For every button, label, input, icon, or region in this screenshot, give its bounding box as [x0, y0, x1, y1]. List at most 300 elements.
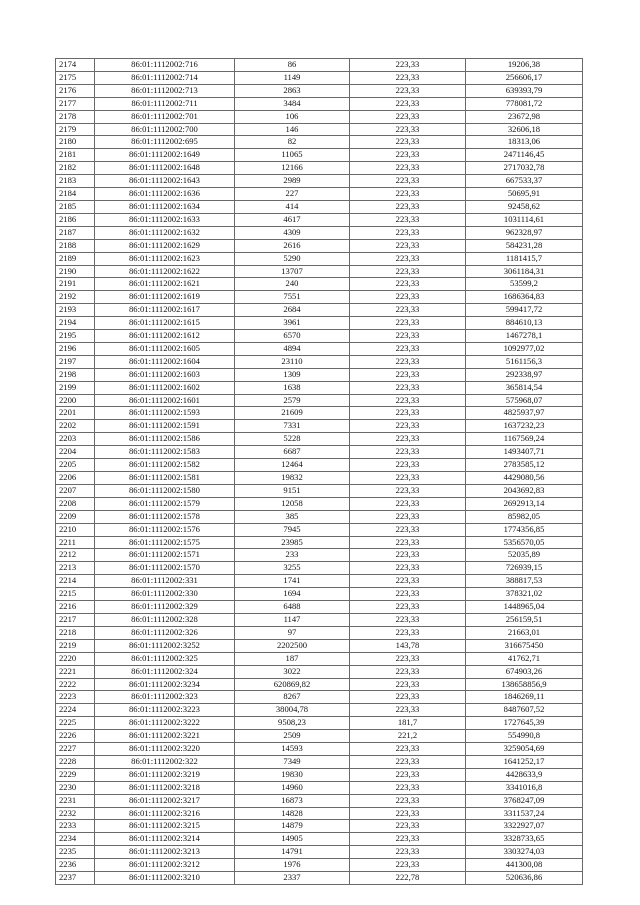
specific-value-cell: 223,33: [350, 665, 466, 678]
area-cell: 2202500: [235, 639, 350, 652]
row-number-cell: 2203: [56, 433, 95, 446]
area-cell: 620869,82: [235, 678, 350, 691]
cadastral-value-cell: 3768247,09: [466, 794, 583, 807]
table-row: [56, 807, 583, 820]
cadastral-value-table: [55, 58, 583, 885]
specific-value-cell: 223,33: [350, 536, 466, 549]
specific-value-cell: 223,33: [350, 278, 466, 291]
specific-value-cell: 223,33: [350, 291, 466, 304]
area-cell: 2509: [235, 730, 350, 743]
specific-value-cell: 223,33: [350, 110, 466, 123]
row-number-cell: 2234: [56, 833, 95, 846]
cadastral-value-cell: 554990,8: [466, 730, 583, 743]
area-cell: 146: [235, 123, 350, 136]
area-cell: 240: [235, 278, 350, 291]
row-number-cell: 2196: [56, 342, 95, 355]
row-number-cell: 2207: [56, 484, 95, 497]
area-cell: 414: [235, 200, 350, 213]
table-row: [56, 317, 583, 330]
table-row: [56, 730, 583, 743]
table-row: [56, 278, 583, 291]
cadastral-value-cell: 3259054,69: [466, 743, 583, 756]
cadastral-number-cell: 86:01:1112002:3212: [95, 859, 235, 872]
area-cell: 8267: [235, 691, 350, 704]
row-number-cell: 2181: [56, 149, 95, 162]
row-number-cell: 2180: [56, 136, 95, 149]
cadastral-number-cell: 86:01:1112002:1619: [95, 291, 235, 304]
cadastral-value-cell: 85982,05: [466, 510, 583, 523]
cadastral-value-cell: 4428633,9: [466, 768, 583, 781]
row-number-cell: 2229: [56, 768, 95, 781]
table-body: [56, 59, 583, 885]
area-cell: 5228: [235, 433, 350, 446]
specific-value-cell: 223,33: [350, 213, 466, 226]
cadastral-value-cell: 3322927,07: [466, 820, 583, 833]
cadastral-number-cell: 86:01:1112002:1617: [95, 304, 235, 317]
cadastral-value-cell: 92458,62: [466, 200, 583, 213]
area-cell: 86: [235, 59, 350, 72]
row-number-cell: 2187: [56, 226, 95, 239]
row-number-cell: 2233: [56, 820, 95, 833]
specific-value-cell: 223,33: [350, 807, 466, 820]
cadastral-value-cell: 1493407,71: [466, 446, 583, 459]
cadastral-number-cell: 86:01:1112002:3252: [95, 639, 235, 652]
cadastral-number-cell: 86:01:1112002:1604: [95, 355, 235, 368]
row-number-cell: 2191: [56, 278, 95, 291]
area-cell: 1147: [235, 613, 350, 626]
table-row: [56, 446, 583, 459]
area-cell: 14879: [235, 820, 350, 833]
table-row: [56, 497, 583, 510]
area-cell: 7551: [235, 291, 350, 304]
area-cell: 6687: [235, 446, 350, 459]
area-cell: 1976: [235, 859, 350, 872]
cadastral-value-cell: 778081,72: [466, 97, 583, 110]
cadastral-number-cell: 86:01:1112002:324: [95, 665, 235, 678]
cadastral-value-cell: 1448965,04: [466, 601, 583, 614]
cadastral-value-cell: 292338,97: [466, 368, 583, 381]
area-cell: 2616: [235, 239, 350, 252]
cadastral-number-cell: 86:01:1112002:1570: [95, 562, 235, 575]
specific-value-cell: 221,2: [350, 730, 466, 743]
specific-value-cell: 223,33: [350, 304, 466, 317]
specific-value-cell: 223,33: [350, 355, 466, 368]
cadastral-value-cell: 726939,15: [466, 562, 583, 575]
row-number-cell: 2194: [56, 317, 95, 330]
area-cell: 233: [235, 549, 350, 562]
specific-value-cell: 223,33: [350, 601, 466, 614]
area-cell: 19830: [235, 768, 350, 781]
table-row: [56, 59, 583, 72]
cadastral-value-cell: 1846269,11: [466, 691, 583, 704]
table-row: [56, 678, 583, 691]
row-number-cell: 2185: [56, 200, 95, 213]
cadastral-value-cell: 884610,13: [466, 317, 583, 330]
table-row: [56, 226, 583, 239]
area-cell: 12464: [235, 459, 350, 472]
row-number-cell: 2205: [56, 459, 95, 472]
row-number-cell: 2174: [56, 59, 95, 72]
row-number-cell: 2212: [56, 549, 95, 562]
table-row: [56, 781, 583, 794]
table-row: [56, 71, 583, 84]
area-cell: 16873: [235, 794, 350, 807]
cadastral-value-cell: 1686364,83: [466, 291, 583, 304]
row-number-cell: 2206: [56, 472, 95, 485]
cadastral-value-cell: 19206,38: [466, 59, 583, 72]
cadastral-number-cell: 86:01:1112002:1643: [95, 175, 235, 188]
specific-value-cell: 223,33: [350, 330, 466, 343]
cadastral-value-cell: 1167569,24: [466, 433, 583, 446]
cadastral-value-cell: 599417,72: [466, 304, 583, 317]
cadastral-number-cell: 86:01:1112002:322: [95, 755, 235, 768]
area-cell: 4894: [235, 342, 350, 355]
specific-value-cell: 223,33: [350, 317, 466, 330]
table-row: [56, 743, 583, 756]
table-row: [56, 833, 583, 846]
cadastral-number-cell: 86:01:1112002:1622: [95, 265, 235, 278]
cadastral-value-cell: 1774356,85: [466, 523, 583, 536]
specific-value-cell: 181,7: [350, 717, 466, 730]
table-row: [56, 381, 583, 394]
cadastral-value-cell: 639393,79: [466, 84, 583, 97]
cadastral-value-cell: 32606,18: [466, 123, 583, 136]
row-number-cell: 2202: [56, 420, 95, 433]
specific-value-cell: 223,33: [350, 833, 466, 846]
table-row: [56, 342, 583, 355]
row-number-cell: 2208: [56, 497, 95, 510]
cadastral-number-cell: 86:01:1112002:326: [95, 626, 235, 639]
cadastral-value-cell: 1181415,7: [466, 252, 583, 265]
row-number-cell: 2175: [56, 71, 95, 84]
cadastral-value-cell: 388817,53: [466, 575, 583, 588]
specific-value-cell: 223,33: [350, 510, 466, 523]
specific-value-cell: 223,33: [350, 394, 466, 407]
table-row: [56, 420, 583, 433]
cadastral-number-cell: 86:01:1112002:3214: [95, 833, 235, 846]
table-row: [56, 820, 583, 833]
specific-value-cell: 223,33: [350, 420, 466, 433]
area-cell: 14905: [235, 833, 350, 846]
area-cell: 2684: [235, 304, 350, 317]
cadastral-value-cell: 378321,02: [466, 588, 583, 601]
cadastral-value-cell: 667533,37: [466, 175, 583, 188]
cadastral-value-cell: 365814,54: [466, 381, 583, 394]
specific-value-cell: 223,33: [350, 484, 466, 497]
area-cell: 21609: [235, 407, 350, 420]
table-row: [56, 123, 583, 136]
specific-value-cell: 223,33: [350, 149, 466, 162]
cadastral-value-cell: 1467278,1: [466, 330, 583, 343]
cadastral-number-cell: 86:01:1112002:1580: [95, 484, 235, 497]
specific-value-cell: 223,33: [350, 162, 466, 175]
row-number-cell: 2182: [56, 162, 95, 175]
table-row: [56, 175, 583, 188]
table-row: [56, 110, 583, 123]
cadastral-value-cell: 256159,51: [466, 613, 583, 626]
area-cell: 2989: [235, 175, 350, 188]
cadastral-number-cell: 86:01:1112002:1633: [95, 213, 235, 226]
row-number-cell: 2228: [56, 755, 95, 768]
cadastral-number-cell: 86:01:1112002:3219: [95, 768, 235, 781]
cadastral-number-cell: 86:01:1112002:713: [95, 84, 235, 97]
cadastral-number-cell: 86:01:1112002:1576: [95, 523, 235, 536]
specific-value-cell: 223,33: [350, 446, 466, 459]
cadastral-value-cell: 21663,01: [466, 626, 583, 639]
specific-value-cell: 223,33: [350, 846, 466, 859]
cadastral-value-cell: 1637232,23: [466, 420, 583, 433]
specific-value-cell: 223,33: [350, 704, 466, 717]
cadastral-number-cell: 86:01:1112002:1623: [95, 252, 235, 265]
cadastral-number-cell: 86:01:1112002:3215: [95, 820, 235, 833]
cadastral-number-cell: 86:01:1112002:3213: [95, 846, 235, 859]
table-row: [56, 562, 583, 575]
cadastral-value-cell: 41762,71: [466, 652, 583, 665]
row-number-cell: 2190: [56, 265, 95, 278]
table-row: [56, 626, 583, 639]
area-cell: 9151: [235, 484, 350, 497]
area-cell: 12166: [235, 162, 350, 175]
area-cell: 82: [235, 136, 350, 149]
specific-value-cell: 223,33: [350, 71, 466, 84]
specific-value-cell: 223,33: [350, 136, 466, 149]
cadastral-number-cell: 86:01:1112002:1581: [95, 472, 235, 485]
specific-value-cell: 223,33: [350, 368, 466, 381]
row-number-cell: 2225: [56, 717, 95, 730]
row-number-cell: 2232: [56, 807, 95, 820]
table-row: [56, 536, 583, 549]
specific-value-cell: 223,33: [350, 781, 466, 794]
cadastral-number-cell: 86:01:1112002:3210: [95, 872, 235, 885]
cadastral-number-cell: 86:01:1112002:3217: [95, 794, 235, 807]
table-row: [56, 549, 583, 562]
specific-value-cell: 223,33: [350, 794, 466, 807]
row-number-cell: 2189: [56, 252, 95, 265]
row-number-cell: 2178: [56, 110, 95, 123]
area-cell: 1638: [235, 381, 350, 394]
row-number-cell: 2221: [56, 665, 95, 678]
specific-value-cell: 223,33: [350, 613, 466, 626]
specific-value-cell: 223,33: [350, 497, 466, 510]
row-number-cell: 2188: [56, 239, 95, 252]
table-row: [56, 407, 583, 420]
row-number-cell: 2176: [56, 84, 95, 97]
cadastral-value-cell: 962328,97: [466, 226, 583, 239]
row-number-cell: 2237: [56, 872, 95, 885]
specific-value-cell: 223,33: [350, 859, 466, 872]
table-row: [56, 265, 583, 278]
cadastral-number-cell: 86:01:1112002:325: [95, 652, 235, 665]
area-cell: 6488: [235, 601, 350, 614]
area-cell: 2579: [235, 394, 350, 407]
table-row: [56, 510, 583, 523]
table-row: [56, 613, 583, 626]
specific-value-cell: 223,33: [350, 652, 466, 665]
cadastral-value-cell: 138658856,9: [466, 678, 583, 691]
cadastral-number-cell: 86:01:1112002:1575: [95, 536, 235, 549]
specific-value-cell: 223,33: [350, 381, 466, 394]
specific-value-cell: 223,33: [350, 820, 466, 833]
cadastral-number-cell: 86:01:1112002:3218: [95, 781, 235, 794]
table-row: [56, 601, 583, 614]
cadastral-value-cell: 520636,86: [466, 872, 583, 885]
cadastral-value-cell: 3061184,31: [466, 265, 583, 278]
table-row: [56, 355, 583, 368]
specific-value-cell: 223,33: [350, 407, 466, 420]
specific-value-cell: 143,78: [350, 639, 466, 652]
cadastral-number-cell: 86:01:1112002:3221: [95, 730, 235, 743]
cadastral-value-cell: 575968,07: [466, 394, 583, 407]
specific-value-cell: 223,33: [350, 252, 466, 265]
table-row: [56, 704, 583, 717]
area-cell: 1309: [235, 368, 350, 381]
row-number-cell: 2231: [56, 794, 95, 807]
row-number-cell: 2198: [56, 368, 95, 381]
area-cell: 187: [235, 652, 350, 665]
row-number-cell: 2236: [56, 859, 95, 872]
specific-value-cell: 223,33: [350, 97, 466, 110]
area-cell: 12058: [235, 497, 350, 510]
specific-value-cell: 223,33: [350, 562, 466, 575]
cadastral-value-cell: 441300,08: [466, 859, 583, 872]
row-number-cell: 2211: [56, 536, 95, 549]
cadastral-number-cell: 86:01:1112002:1636: [95, 188, 235, 201]
row-number-cell: 2224: [56, 704, 95, 717]
cadastral-number-cell: 86:01:1112002:330: [95, 588, 235, 601]
row-number-cell: 2193: [56, 304, 95, 317]
cadastral-number-cell: 86:01:1112002:1648: [95, 162, 235, 175]
cadastral-number-cell: 86:01:1112002:3216: [95, 807, 235, 820]
row-number-cell: 2200: [56, 394, 95, 407]
cadastral-value-cell: 2043692,83: [466, 484, 583, 497]
area-cell: 1694: [235, 588, 350, 601]
table-row: [56, 97, 583, 110]
specific-value-cell: 223,33: [350, 691, 466, 704]
specific-value-cell: 223,33: [350, 265, 466, 278]
row-number-cell: 2230: [56, 781, 95, 794]
cadastral-number-cell: 86:01:1112002:1603: [95, 368, 235, 381]
table-row: [56, 330, 583, 343]
cadastral-value-cell: 2692913,14: [466, 497, 583, 510]
specific-value-cell: 223,33: [350, 433, 466, 446]
table-row: [56, 239, 583, 252]
row-number-cell: 2197: [56, 355, 95, 368]
table-row: [56, 755, 583, 768]
table-row: [56, 394, 583, 407]
specific-value-cell: 223,33: [350, 523, 466, 536]
area-cell: 14960: [235, 781, 350, 794]
row-number-cell: 2223: [56, 691, 95, 704]
specific-value-cell: 223,33: [350, 472, 466, 485]
specific-value-cell: 223,33: [350, 549, 466, 562]
cadastral-number-cell: 86:01:1112002:1605: [95, 342, 235, 355]
cadastral-number-cell: 86:01:1112002:328: [95, 613, 235, 626]
table-row: [56, 768, 583, 781]
area-cell: 4309: [235, 226, 350, 239]
cadastral-number-cell: 86:01:1112002:3220: [95, 743, 235, 756]
cadastral-number-cell: 86:01:1112002:1586: [95, 433, 235, 446]
cadastral-value-cell: 1641252,17: [466, 755, 583, 768]
row-number-cell: 2192: [56, 291, 95, 304]
table-row: [56, 459, 583, 472]
cadastral-number-cell: 86:01:1112002:1571: [95, 549, 235, 562]
cadastral-value-cell: 52035,89: [466, 549, 583, 562]
area-cell: 3255: [235, 562, 350, 575]
cadastral-number-cell: 86:01:1112002:1593: [95, 407, 235, 420]
area-cell: 1149: [235, 71, 350, 84]
area-cell: 6570: [235, 330, 350, 343]
table-row: [56, 575, 583, 588]
row-number-cell: 2179: [56, 123, 95, 136]
area-cell: 7945: [235, 523, 350, 536]
cadastral-value-cell: 50695,91: [466, 188, 583, 201]
cadastral-number-cell: 86:01:1112002:1579: [95, 497, 235, 510]
cadastral-value-cell: 18313,06: [466, 136, 583, 149]
table-row: [56, 213, 583, 226]
table-row: [56, 136, 583, 149]
row-number-cell: 2220: [56, 652, 95, 665]
cadastral-value-cell: 3328733,65: [466, 833, 583, 846]
cadastral-number-cell: 86:01:1112002:3223: [95, 704, 235, 717]
table-row: [56, 162, 583, 175]
area-cell: 14593: [235, 743, 350, 756]
area-cell: 3484: [235, 97, 350, 110]
cadastral-value-cell: 23672,98: [466, 110, 583, 123]
row-number-cell: 2215: [56, 588, 95, 601]
table-row: [56, 523, 583, 536]
row-number-cell: 2226: [56, 730, 95, 743]
row-number-cell: 2217: [56, 613, 95, 626]
cadastral-number-cell: 86:01:1112002:1629: [95, 239, 235, 252]
cadastral-number-cell: 86:01:1112002:1612: [95, 330, 235, 343]
specific-value-cell: 223,33: [350, 755, 466, 768]
cadastral-number-cell: 86:01:1112002:1621: [95, 278, 235, 291]
cadastral-value-cell: 316675450: [466, 639, 583, 652]
specific-value-cell: 223,33: [350, 575, 466, 588]
specific-value-cell: 223,33: [350, 188, 466, 201]
cadastral-value-cell: 4429080,56: [466, 472, 583, 485]
specific-value-cell: 223,33: [350, 588, 466, 601]
row-number-cell: 2184: [56, 188, 95, 201]
area-cell: 5290: [235, 252, 350, 265]
table-row: [56, 588, 583, 601]
cadastral-value-cell: 8487607,52: [466, 704, 583, 717]
table-row: [56, 291, 583, 304]
table-row: [56, 665, 583, 678]
cadastral-value-cell: 5356570,05: [466, 536, 583, 549]
cadastral-number-cell: 86:01:1112002:1602: [95, 381, 235, 394]
cadastral-number-cell: 86:01:1112002:1591: [95, 420, 235, 433]
row-number-cell: 2222: [56, 678, 95, 691]
area-cell: 1741: [235, 575, 350, 588]
area-cell: 2863: [235, 84, 350, 97]
area-cell: 2337: [235, 872, 350, 885]
area-cell: 38004,78: [235, 704, 350, 717]
specific-value-cell: 223,33: [350, 768, 466, 781]
cadastral-number-cell: 86:01:1112002:1615: [95, 317, 235, 330]
table-row: [56, 252, 583, 265]
table-row: [56, 149, 583, 162]
table-row: [56, 484, 583, 497]
cadastral-value-cell: 3341016,8: [466, 781, 583, 794]
area-cell: 14791: [235, 846, 350, 859]
cadastral-number-cell: 86:01:1112002:1601: [95, 394, 235, 407]
area-cell: 227: [235, 188, 350, 201]
area-cell: 3961: [235, 317, 350, 330]
specific-value-cell: 223,33: [350, 678, 466, 691]
row-number-cell: 2183: [56, 175, 95, 188]
table-row: [56, 717, 583, 730]
